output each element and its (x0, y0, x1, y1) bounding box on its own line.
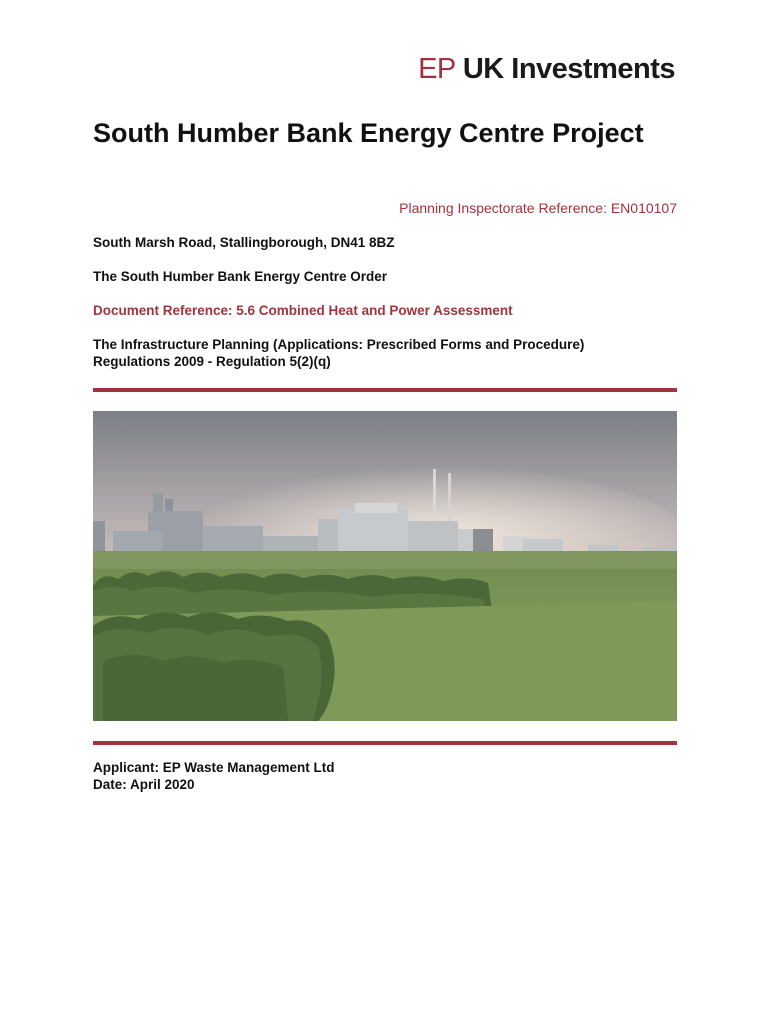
site-visualisation-image (93, 411, 677, 721)
logo-name: UK Investments (462, 53, 675, 85)
top-divider (93, 388, 677, 392)
site-address: South Marsh Road, Stallingborough, DN41 8BZ (93, 235, 395, 250)
document-date: Date: April 2020 (93, 777, 195, 792)
order-name: The South Humber Bank Energy Centre Order (93, 269, 388, 284)
planning-reference: Planning Inspectorate Reference: EN010107 (399, 200, 677, 216)
bottom-divider (93, 741, 677, 745)
applicant: Applicant: EP Waste Management Ltd (93, 760, 335, 775)
regulations-line-2: Regulations 2009 - Regulation 5(2)(q) (93, 354, 331, 369)
document-title: South Humber Bank Energy Centre Project (93, 118, 644, 148)
logo-prefix: EP (418, 53, 456, 85)
document-reference: Document Reference: 5.6 Combined Heat and Power Assessment (93, 303, 513, 318)
regulations-line-1: The Infrastructure Planning (Applications: Prescribed Forms and Procedure) (93, 337, 585, 352)
company-logo (418, 53, 675, 86)
